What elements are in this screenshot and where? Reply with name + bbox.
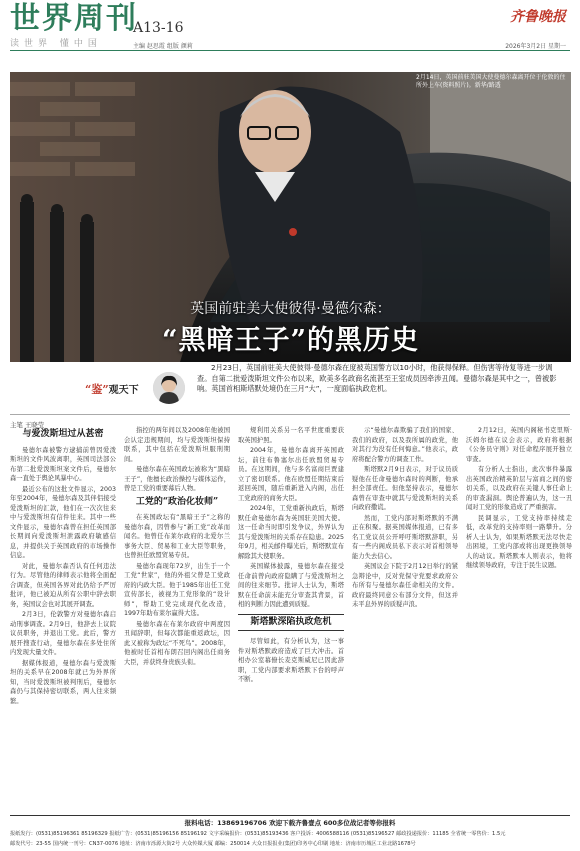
issue-date: 2026年3月2日 星期一	[505, 43, 566, 50]
paragraph: 英国议会下院于2月12日举行的紧急辩论中，反对党保守党要求政府公布所有与曼德尔森任命相关的文件。政府最终同意公布部分文件，但这并未平息外界的质疑声浪。	[352, 563, 458, 608]
summary-divider	[10, 414, 570, 415]
paragraph: 斯塔默2月9日表示，对于议员质疑他在任命曼德尔森时的判断，他承担全部责任。但他坚持表示，曼德尔森曾在审查中就其与爱泼斯坦的关系向政府撒谎。	[352, 466, 458, 511]
paragraph: 2024年，工党重新执政后，斯塔默任命曼德尔森为英国驻美国大使。这一任命当时即引发争议，外界认为其与爱泼斯坦的关系存在隐患。2025年9月，相关邮件曝光后，斯塔默宣布解除其大使职务。	[238, 505, 344, 560]
footer-publication-info: 邮发代号：23-55 国内统一刊号：CN37-0076 地址：济南市泺源大街2号 大众传媒大厦 邮编：250014 大众日报报业(集团)印务中心印刷 地址：济南市历城区工业北路1678号	[10, 841, 416, 847]
article-column-4	[352, 426, 458, 814]
section-heading: 斯塔默深陷执政危机	[238, 614, 344, 632]
avatar-icon	[153, 372, 185, 404]
paragraph: 民调显示，工党支持率持续走低，改革党的支持率则一路攀升。分析人士认为，如果斯塔默无法尽快走出困境，工党内部或将出现更换领导人的动议。斯塔默本人则表示，他将继续领导政府，专注于民生议题。	[466, 514, 572, 569]
column-tag	[85, 381, 139, 397]
masthead-slogan: 读世界 懂中国	[10, 39, 102, 49]
paragraph: 曼德尔森被警方逮捕前曾因爱泼斯坦的文件风波离职，英国司法部公布第二批爱泼斯坦案文件后，曼德尔森一直处于舆论风暴中心。	[10, 446, 116, 482]
footer-contacts: 报纸发行：(0531)85196361 85196329 报纸广告：(0531)85196156 85196192 文字采编报价：(0531)85193436 客户投诉：4006588116 (0531)85196527 邮政投递报价：11185 全省统一零售价：1.5元	[10, 831, 506, 837]
editor-credits: 主编 赵思霞 组版 颜莉	[133, 43, 193, 50]
paragraph: 最近公布的这批文件显示，2003年至2004年，曼德尔森及其伴侣接受爱泼斯坦的汇款，他们在一次次往来中与爱泼斯坦有信件往来。其中一些文件显示，曼德尔森曾在担任英国部长期间向爱泼斯坦泄露政府敏感信息，并提供关于英国政府的市场操作信息。	[10, 485, 116, 559]
section-heading: 与爱泼斯坦过从甚密	[22, 429, 104, 439]
paragraph: 曼德尔森在英国政坛被称为“黑暗王子”，他擅长政治操控与媒体运作，曾是工党的重要幕后人物。	[124, 466, 230, 492]
masthead-title: 世界周刊	[10, 1, 138, 36]
paragraph: 曼德尔森现年72岁，出生于一个工党“世家”，他的外祖父曾是工党政府的内政大臣。他于1985年出任工党宣传部长，被视为工党形象的“设计师”，帮助工党完成现代化改造，1997年助布莱尔赢得大选。	[124, 562, 230, 617]
headline: “黑暗王子”的黑历史	[161, 325, 420, 356]
article-column-3	[238, 426, 344, 814]
headline-subtitle: 英国前驻美大使彼得·曼德尔森：	[190, 301, 391, 317]
paragraph: 对此，曼德尔森否认有任何违法行为。尽管他的律师表示他将全面配合调查，但英国各界对此仍给予严厉批评，他已被迫从所有公职中辞去职务，英国议会也对其展开调查。	[10, 562, 116, 608]
paragraph: 示“曼德尔森欺骗了我们的国家、我们的政府，以及我所属的政党，他对其行为没有任何悔意。”他表示，政府将配合警方的调查工作。	[352, 427, 458, 463]
paragraph: 规利用关系另一名平世度重要获取英国护照。	[238, 427, 344, 444]
news-hotline: 报料电话：13869196706 欢迎下载齐鲁壹点 600多位战记者等你报料	[184, 819, 396, 827]
article-column-1	[10, 426, 116, 814]
article-column-5	[466, 426, 572, 814]
photo-caption: 2月14日，英国前驻美国大使曼德尔森离开位于伦敦的住所外上车(资料照片)。新华/路透	[416, 74, 566, 89]
paragraph: 指控的两年间以及2008年他被国会认定违规期间，均与爱泼斯坦保持联系，其中包括在爱泼斯坦服刑期间。	[124, 427, 230, 463]
chief-editor: 主笔 王晓莹	[10, 421, 44, 429]
hero-titles	[10, 72, 571, 362]
masthead-divider	[10, 50, 570, 51]
paragraph: 在英国政坛有“黑暗王子”之称的曼德尔森，因曾参与“新工党”改革而闻名。他曾任布莱尔政府的北爱尔兰事务大臣、贸易和工业大臣等职务，也曾担任欧盟贸易专员。	[124, 514, 230, 559]
author-avatar	[153, 372, 185, 404]
brand-logo: 齐鲁晚报	[510, 9, 566, 25]
paragraph: 曼德尔森在布莱尔政府中两度因丑闻辞职，但每次都能重返政坛，因此又被称为政坛“不死鸟”。2008年，他被时任首相布朗召回内阁出任商务大臣，并获终身贵族头衔。	[124, 620, 230, 666]
column-tag-highlight: “鉴”	[85, 383, 109, 396]
paragraph: 英国媒体披露，曼德尔森在接受任命前曾向政府隐瞒了与爱泼斯坦之间的往来细节。批评人士认为，斯塔默在任命前未能充分审查其背景，首相的判断力因此遭到质疑。	[238, 563, 344, 608]
paragraph: 有分析人士指出，此次事件暴露出英国政治精英阶层与富商之间的密切关系，以及政府在关键人事任命上的审查漏洞。舆论普遍认为，这一丑闻对工党的形象造成了严重损害。	[466, 466, 572, 511]
paragraph: 然而，工党内部对斯塔默的不满正在积聚。据英国媒体报道，已有多名工党议员公开呼吁斯塔默辞职，另有一些内阁成员私下表示对首相领导能力失去信心。	[352, 514, 458, 560]
section-heading: 工党的“政治化妆师”	[135, 496, 219, 507]
paragraph: 2月12日，英国内阁秘书克里斯·沃姆尔德在议会表示，政府将根据《公务员守则》对任命程序展开独立审查。	[466, 427, 572, 463]
paragraph: 尽管如此，有分析认为，这一事件对斯塔默政府造成了巨大冲击。首相办公室幕僚长麦克斯威尼已因此辞职，工党内部要求斯塔默下台的呼声不断。	[238, 638, 344, 683]
column-tag-text: 观天下	[108, 385, 139, 396]
article-summary: 2月23日，英国前驻美大使彼得·曼德尔森在度被英国警方以10小时，他获得保释。但伤害等待复等进一步调查。自第二批爱泼斯坦文件公布以来，欧美多名政商名流甚至王室成员因牵涉丑闻。曼德尔森是其中之一，曾被影响。英国首相斯塔默处境仍在三月“大”，一度面临执政危机。	[197, 363, 557, 393]
footer-divider	[10, 815, 570, 816]
article-column-2	[124, 426, 230, 814]
page-range: A13-16	[133, 20, 184, 36]
paragraph: 2004年，曼德尔森离开英国政坛，前往布鲁塞尔出任欧盟贸易专员。在这期间，他与多名富商巨贾建立了密切联系。他在欧盟任期结束后返回英国，随后重新进入内阁，出任工党政府的商务大臣。	[238, 447, 344, 502]
paragraph: 据媒体报道，曼德尔森与爱泼斯坦的关系早在2008年就已为外界所知，当时爱泼斯坦被判刑后，曼德尔森仍与其保持密切联系，两人往来频繁。	[10, 659, 116, 705]
paragraph: 2月3日，伦敦警方对曼德尔森启动刑事调查。2月9日，他辞去上议院议员职务，并退出工党。此后，警方展开搜查行动，曼德尔森在多处住所内发现大量文件。	[10, 611, 116, 656]
